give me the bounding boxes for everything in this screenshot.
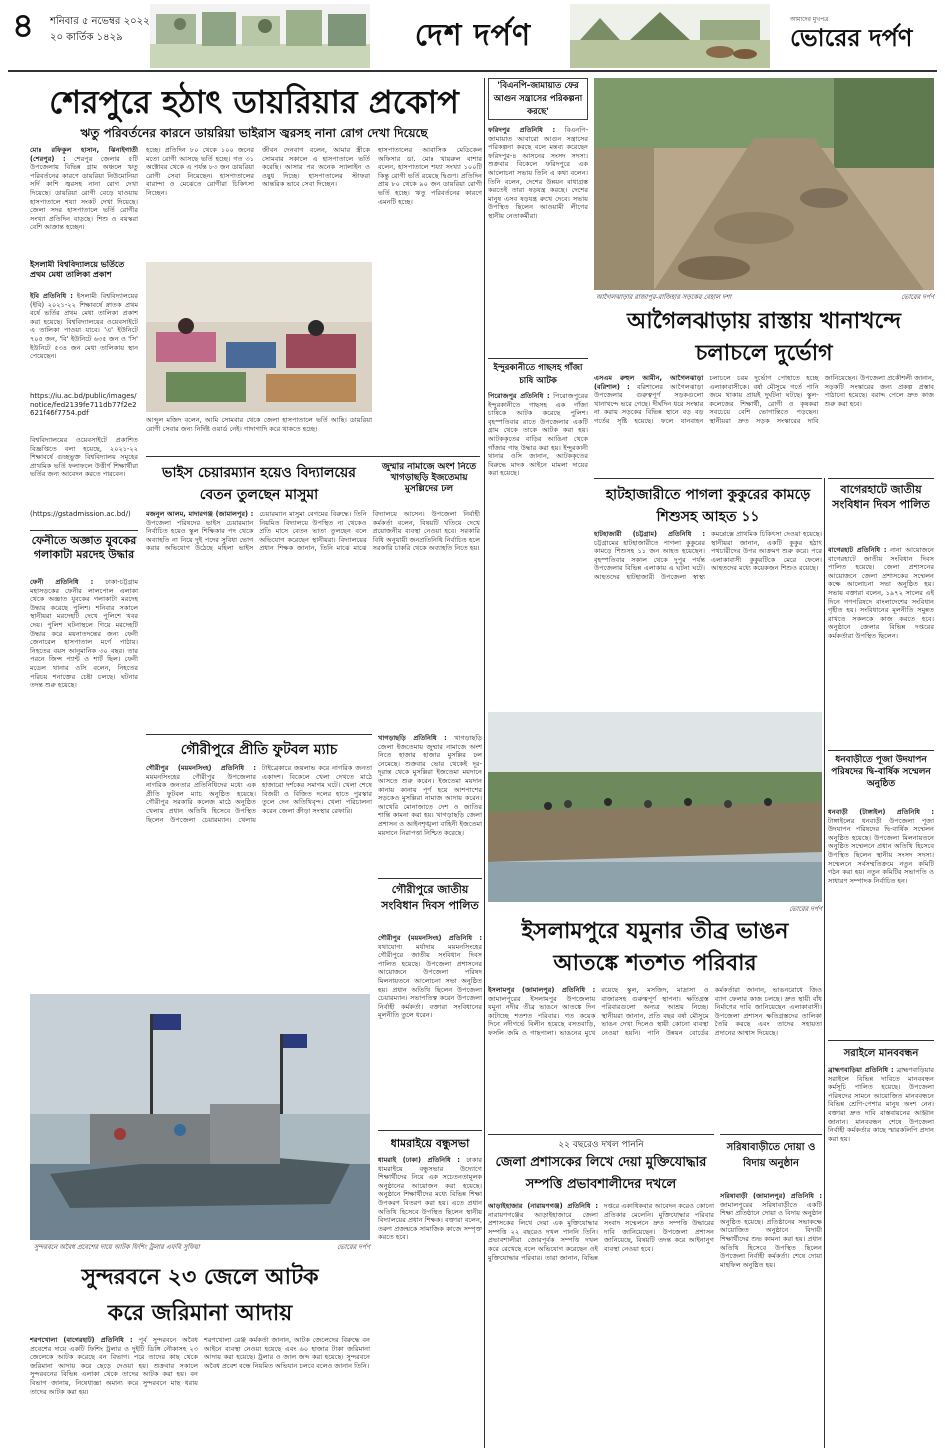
jumma-body-text: খাগড়াছড়ি জেলা ইজতেমায় জুম্মার নামাজে অংশ নিতে হাজার হাজার মুসল্লির ঢল নেমেছে। শুক্রবার ভোর থেকেই দূর-দূরান্ত থেকে মুসল্লিরা ইজতেমা ময়দানে আসতে শুরু করেন। ইজতেমা ময়দান কানায় কানায় পূর্ণ হয়ে আশপাশের সড়কেও মুসল্লিরা নামাজ আদায় করেন। আখেরি মোনাজাতে দেশ ও জাতির শান্তি কামনা করা হয়। খাগড়াছড়ি জেলা প্রশাসন ও আইনশৃঙ্খলা বাহিনী ইজতেমা ময়দানে নিরাপত্তা নিশ্চিত করেছে। bbox=[378, 734, 482, 837]
masthead-rule bbox=[8, 70, 937, 72]
freedom-headline: জেলা প্রশাসকের লিখে দেয়া মুক্তিযোদ্ধার সম্পত্তি প্রভাবশালীদের দখলে bbox=[495, 1155, 707, 1192]
dhamrai-headline: ধামরাইয়ে বন্ধুসভা bbox=[390, 1137, 470, 1150]
bagerhat-body bbox=[828, 546, 934, 746]
road-body-text: বরিশালের আগৈলঝাড়া উপজেলার গুরুত্বপূর্ণ সড়কগুলো খানাখন্দে ভরে গেছে। দীর্ঘদিন ধরে সংস্কার না করায় সড়কের বিভিন্ন স্থানে বড় বড় গর্তের সৃষ্টি হয়েছে। ফলে যানবাহন চলাচলে চরম দুর্ভোগ পোহাতে হচ্ছে এলাকাবাসীকে। বর্ষা মৌসুমে গর্তে পানি জমে থাকায় প্রায়ই দুর্ঘটনা ঘটছে। স্কুল-কলেজের শিক্ষার্থী, রোগী ও কৃষকরা সবচেয়ে বেশি ভোগান্তিতে পড়ছেন। স্থানীয়রা দ্রুত সড়ক সংস্কারের দাবি জানিয়েছেন। উপজেলা প্রকৌশলী জানান, সড়কটি সংস্কারের জন্য প্রকল্প প্রস্তাব পাঠানো হয়েছে। বরাদ্দ পেলে দ্রুত কাজ শুরু করা হবে। bbox=[594, 374, 934, 425]
football-byline: গৌরীপুর (ময়মনসিংহ) প্রতিনিধি : bbox=[146, 764, 256, 772]
lead-headline: শেরপুরে হঠাৎ ডায়রিয়ার প্রকোপ bbox=[49, 83, 459, 121]
road-photo-caption: আগৈলঝাড়ার রাজাপুর-রাজিহার সড়কের বেহাল দশা bbox=[596, 293, 732, 301]
divider-dhamrai bbox=[378, 1130, 482, 1131]
paper-logo-small: আমাদের মুখপত্র bbox=[790, 16, 829, 23]
sundarban-headline-2: করে জরিমানা আদায় bbox=[107, 1301, 293, 1326]
football-headline: গৌরীপুরে প্রীতি ফুটবল ম্যাচ bbox=[180, 742, 338, 758]
bnp-headline: 'বিএনপি-জামায়াত ফের আগুন সন্ত্রাসের পরিকল্পনা করছে' bbox=[493, 81, 583, 117]
freedom-body bbox=[488, 1202, 714, 1448]
jamuna-photo bbox=[488, 712, 822, 902]
dhamrai-body bbox=[378, 1156, 482, 1276]
sundarban-photo-credit: ভোরের দর্পণ bbox=[337, 1243, 370, 1251]
date-line-2: ২০ কার্তিক ১৪২৯ bbox=[50, 32, 123, 43]
masuma-byline: মজনুল আলম, মাদারগঞ্জ (জামালপুর) : bbox=[146, 510, 254, 518]
sundarban-photo-caption: সুন্দরবনে অবৈধ প্রবেশের দায়ে আটক ফিশিং ট্রলার এফবি সুফিয়া bbox=[34, 1243, 200, 1251]
iu-byline: ইবি প্রতিনিধি : bbox=[30, 292, 73, 300]
iu-headline: ইসলামী বিশ্ববিদ্যালয়ে ভর্তিতে প্রথম মেধা তালিকা প্রকাশ bbox=[30, 260, 125, 279]
iu-body-text: ইসলামী বিশ্ববিদ্যালয়ের (ইবি) ২০২১-২২ শিক্ষাবর্ষে স্নাতক প্রথম বর্ষে ভর্তির প্রথম মেধা তালিকা প্রকাশ করা হয়েছে। বিশ্ববিদ্যালয়ের ওয়েবসাইটে এ তালিকা পাওয়া যাবে। 'এ' ইউনিটে ৭০৫ জন, 'বি' ইউনিটে ৬৩৫ জন ও 'সি' ইউনিটে ৫৩৪ জন মেধা তালিকায় স্থান পেয়েছেন। bbox=[30, 292, 138, 361]
sarishabari-headline: সরিষাবাড়ীতে দোয়া ও বিদায় অনুষ্ঠান bbox=[726, 1142, 816, 1169]
gouripur-sangbidhan-byline: গৌরীপুর (ময়মনসিংহ) প্রতিনিধি : bbox=[378, 934, 482, 942]
divider-masuma bbox=[146, 456, 480, 457]
masuma-headline: ভাইস চেয়ারম্যান হয়েও বিদ্যালয়ের বেতন তুলছেন মাসুমা bbox=[162, 465, 356, 503]
dog-body bbox=[594, 530, 822, 706]
lead-body-4: হাসপাতালের আবাসিক মেডিকেল অফিসার ডা. মোঃ খায়রুল বাশার বলেন, হাসপাতালে শয্যা সংখ্যা ১০০টি কিন্তু রোগী ভর্তি রয়েছে দ্বিগুণ। প্রতিদিন প্রায় ৮০ থেকে ৯০ জন ডায়রিয়া রোগী ভর্তি হচ্ছে। ঋতু পরিবর্তনের কারণে এমনটি হচ্ছে। bbox=[378, 146, 482, 206]
lead-byline: মোঃ রফিকুল হাসান, ঝিনাইগাতী (শেরপুর) : bbox=[30, 146, 138, 163]
bnp-byline: ফরিদপুর প্রতিনিধি : bbox=[488, 126, 556, 134]
road-headline: আগৈলঝাড়ায় রাস্তায় খানাখন্দে চলাচলে দুর্ভোগ bbox=[626, 309, 902, 366]
ganja-byline: পিরোজপুর প্রতিনিধি : bbox=[488, 392, 550, 400]
road-photo-credit: ভোরের দর্পণ bbox=[901, 293, 934, 301]
masthead bbox=[0, 0, 945, 74]
ganja-body bbox=[488, 392, 588, 704]
ganja-body-text: পিরোজপুরের ইন্দুরকানীতে গাছসহ এক গাঁজা চাষিকে আটক করেছে পুলিশ। বৃহস্পতিবার রাতে উপজেলার একটি গ্রাম থেকে তাকে আটক করা হয়। আটককৃতের বাড়ির আঙিনা থেকে গাঁজার গাছ উদ্ধার করা হয়। ইন্দুরকানী থানার ওসি জানান, আটককৃতের বিরুদ্ধে মাদক আইনে মামলা দায়ের করা হয়েছে। bbox=[488, 392, 588, 478]
football-body bbox=[146, 764, 372, 950]
sarishabari-byline: সরিষাবাড়ী (জামালপুর) প্রতিনিধি : bbox=[720, 1192, 822, 1200]
dog-headline: হাটহাজারীতে পাগলা কুকুরের কামড়ে শিশুসহ আহত ১১ bbox=[605, 487, 811, 525]
sundarban-body bbox=[30, 1336, 198, 1448]
freedom-byline: আড়াইহাজার (নারায়ণগঞ্জ) প্রতিনিধি : bbox=[488, 1202, 598, 1210]
road-body bbox=[594, 374, 934, 474]
divider-feni bbox=[30, 530, 138, 531]
puja-byline: ধনবাড়ী (টাঙ্গাইল) প্রতিনিধি : bbox=[828, 808, 934, 816]
page-number: ৪ bbox=[12, 6, 35, 46]
lead-col-2 bbox=[146, 146, 254, 256]
jamuna-body bbox=[488, 986, 822, 1130]
feni-headline: ফেনীতে অজ্ঞাত যুবকের গলাকাটা মরদেহ উদ্ধার bbox=[31, 534, 137, 561]
road-byline: এসএম রুহুল আমীন, আগৈলঝাড়া (বরিশাল) : bbox=[594, 374, 704, 391]
sarishabari-body bbox=[720, 1192, 822, 1448]
sarishabari-body-text: জামালপুরের সরিষাবাড়ীতে একটি শিক্ষা প্রতিষ্ঠানে দোয়া ও বিদায় অনুষ্ঠান অনুষ্ঠিত হয়েছে। প্রতিষ্ঠানের সভাকক্ষে আয়োজিত অনুষ্ঠানে বিদায়ী শিক্ষার্থীদের শুভ কামনা করা হয়। প্রধান অতিথি হিসেবে উপস্থিত ছিলেন উপজেলা নির্বাহী কর্মকর্তা। শেষে দোয়া মাহফিল অনুষ্ঠিত হয়। bbox=[720, 1200, 822, 1269]
divider-football bbox=[146, 734, 372, 735]
football-body-text: ময়মনসিংহের গৌরীপুর উপজেলার নাগরিক জনতার প্রতিনিধিদের মধ্যে এক প্রীতি ফুটবল ম্যাচ অনুষ্ঠিত হয়েছে। গৌরীপুর সরকারি কলেজ মাঠে অনুষ্ঠিত খেলায় প্রধান অতিথি হিসেবে উপস্থিত ছিলেন উপজেলা চেয়ারম্যান। খেলায় টাইব্রেকারে জয়লাভ করে নাগরিক জনতা একাদশ। বিকেলে খেলা দেখতে মাঠে হাজারো দর্শকের সমাগম ঘটে। খেলা শেষে বিজয়ী ও বিজিত দলের হাতে পুরস্কার তুলে দেন অতিথিবৃন্দ। খেলা পরিচালনা করেন জেলা ক্রীড়া সংস্থার রেফারি। bbox=[146, 764, 372, 824]
sundarban-headline-1: সুন্দরবনে ২৩ জেলে আটক bbox=[81, 1265, 319, 1290]
gouripur-sangbidhan-headline: গৌরীপুরে জাতীয় সংবিধান দিবস পালিত bbox=[381, 883, 479, 912]
divider-freedom bbox=[488, 1134, 714, 1135]
column-rule-1 bbox=[484, 78, 485, 1448]
puja-headline: ধনবাড়ীতে পূজা উদযাপন পরিষদের দ্বি-বার্ষিক সম্মেলন অনুষ্ঠিত bbox=[831, 755, 931, 789]
dhamrai-byline: ধামরাই (ঢাকা) প্রতিনিধি : bbox=[378, 1156, 460, 1164]
feni-byline: ফেনী প্রতিনিধি : bbox=[30, 578, 94, 586]
divider-bagerhat bbox=[828, 478, 934, 479]
sarail-byline: ব্রাহ্মণবাড়িয়া প্রতিনিধি : bbox=[828, 1066, 894, 1074]
divider-ganja bbox=[488, 358, 588, 359]
bnp-body bbox=[488, 126, 588, 354]
gouripur-sangbidhan-body bbox=[378, 934, 482, 1094]
sundarban-body-text: পূর্ব সুন্দরবনে অবৈধ প্রবেশের দায়ে একটি ফিশিং ট্রলার ও দুইটি ডিঙ্গি নৌকাসহ ২৩ জেলেকে আটক করেছে বন বিভাগ। পরে তাদের কাছ থেকে জরিমানা আদায় করে ছেড়ে দেওয়া হয়। শুক্রবার সকালে সুন্দরবনের বিভিন্ন এলাকা থেকে তাদের আটক করা হয়। বন বিভাগ জানায়, নিষেধাজ্ঞা অমান্য করে সুন্দরবনে মাছ ধরায় তাদের আটক করা হয়। bbox=[30, 1336, 198, 1396]
jumma-body bbox=[378, 734, 482, 874]
lead-col-4 bbox=[378, 146, 482, 406]
ganja-headline: ইন্দুরকানীতে গাছসহ গাঁজা চাষি আটক bbox=[493, 363, 583, 386]
divider-dog bbox=[594, 478, 822, 479]
lead-body-1: শেরপুর জেলার ৫টি উপজেলায় বিভিন্ন গ্রাম অঞ্চলে ঋতু পরিবর্তনের কারণে ডায়রিয়া নিউমোনিয়া সর্দি কাশি জ্বরসহ নানা রোগ দেখা দিয়েছে। ডায়রিয়া রোগী বেড়ে যাওয়ায় হাসপাতালে শয্যা সংকট দেখা দিয়েছে। জেলা সদর হাসপাতালে ভর্তি রোগীর সংখ্যা প্রতিদিন বাড়ছে। শিশু ও বয়স্করা বেশি আক্রান্ত হচ্ছেন। bbox=[30, 154, 138, 232]
bagerhat-byline: বাগেরহাট প্রতিনিধি : bbox=[828, 546, 887, 554]
puja-body-text: টাঙ্গাইলের ধনবাড়ী উপজেলা পূজা উদযাপন পরিষদের দ্বি-বার্ষিক সম্মেলন অনুষ্ঠিত হয়েছে। উপজেলা মিলনায়তনে অনুষ্ঠিত সম্মেলনে প্রধান অতিথি হিসেবে উপস্থিত ছিলেন স্থানীয় সংসদ সদস্য। সম্মেলনে সর্বসম্মতিক্রমে নতুন কমিটি গঠন করা হয়। নতুন কমিটির সভাপতি ও সাধারণ সম্পাদক নির্বাচিত হন। bbox=[828, 816, 934, 885]
jamuna-headline-1: ইসলামপুরে যমুনার তীব্র ভাঙন bbox=[521, 919, 789, 944]
jamuna-photo-credit: ভোরের দর্পণ bbox=[789, 905, 822, 913]
iu-body-2-text: বিশ্ববিদ্যালয়ের ওয়েবসাইটে প্রকাশিত বিজ্ঞপ্তিতে বলা হয়েছে, ২০২১-২২ শিক্ষাবর্ষে গুচ্ছভুক্ত বিশ্ববিদ্যালয় সমূহের প্রাথমিক ভর্তি ফলাফলে উত্তীর্ণ শিক্ষার্থীরা ভর্তির জন্য আবেদন করতে পারবেন। bbox=[30, 436, 138, 479]
divider-sarail bbox=[828, 1040, 934, 1041]
feni-body bbox=[30, 578, 138, 814]
lead-col-3 bbox=[262, 146, 370, 256]
gouripur-sangbidhan-body-text: যথাযোগ্য মর্যাদায় ময়মনসিংহের গৌরীপুরে জাতীয় সংবিধান দিবস পালিত হয়েছে। উপজেলা প্রশাসনের আয়োজনে উপজেলা পরিষদ মিলনায়তনে আলোচনা সভা অনুষ্ঠিত হয়। প্রধান অতিথি ছিলেন উপজেলা চেয়ারম্যান। সভাপতিত্ব করেন উপজেলা নির্বাহী কর্মকর্তা। বক্তারা সংবিধানের মূলনীতি তুলে ধরেন। bbox=[378, 942, 482, 1020]
sarail-body bbox=[828, 1066, 934, 1450]
section-title bbox=[388, 10, 558, 62]
jamuna-headline-2: আতঙ্কে শতশত পরিবার bbox=[553, 951, 757, 976]
lead-body-2: হচ্ছে। প্রতিদিন ৮০ থেকে ১০০ জনের মতো রোগী আসছে ভর্তি হচ্ছে। গত ৩১ অক্টোবর থেকে এ পর্যন্ত ৮৩ জন ডায়রিয়া রোগী সেবা নিয়েছেন। হাসপাতালের বারান্দা ও মেঝেতে রোগীরা চিকিৎসা নিচ্ছেন। bbox=[146, 146, 254, 197]
lead-col-5 bbox=[146, 416, 372, 452]
sundarban-photo bbox=[30, 994, 370, 1240]
masthead-illustration-left bbox=[150, 4, 370, 68]
sarail-headline: সরাইলে মানববন্ধন bbox=[843, 1048, 919, 1059]
freedom-subhead: ২২ বছরেও দখল পাননি bbox=[558, 1140, 644, 1150]
lead-col-1 bbox=[30, 146, 138, 256]
bagerhat-headline: বাগেরহাটে জাতীয় সংবিধান দিবস পালিত bbox=[832, 483, 930, 511]
divider-sangbidhan bbox=[378, 878, 482, 879]
sundarban-body-2 bbox=[204, 1336, 370, 1448]
date-line-1: শনিবার ৫ নভেম্বর ২০২২ bbox=[50, 16, 150, 27]
divider-puja bbox=[828, 750, 934, 751]
masthead-illustration-right bbox=[570, 4, 770, 68]
feni-body-text: ঢাকা-চট্টগ্রাম মহাসড়কের ফেনীর লালপোল এলাকা থেকে অজ্ঞাত যুবকের গলাকাটা মরদেহ উদ্ধার করেছে পুলিশ। শনিবার সকালে স্থানীয়রা মরদেহটি দেখে পুলিশে খবর দেয়। পুলিশ ঘটনাস্থলে গিয়ে মরদেহটি উদ্ধার করে ময়নাতদন্তের জন্য ফেনী জেনারেল হাসপাতাল মর্গে পাঠায়। নিহতের বয়স আনুমানিক ৩০ বছর। তার পরনে জিন্স প্যান্ট ও শার্ট ছিল। ফেনী মডেল থানার ওসি বলেন, নিহতের পরিচয় শনাক্তের চেষ্টা চলছে। ঘটনার তদন্ত শুরু হয়েছে। bbox=[30, 578, 138, 690]
dhamrai-body-text: ঢাকার ধামরাইয়ে বন্ধুসভার উদ্যোগে শিক্ষার্থীদের নিয়ে এক সচেতনতামূলক অনুষ্ঠানের আয়োজন করা হয়েছে। অনুষ্ঠানে শিক্ষার্থীদের মধ্যে বিভিন্ন শিক্ষা উপকরণ বিতরণ করা হয়। এতে প্রধান অতিথি হিসেবে উপস্থিত ছিলেন স্থানীয় বিদ্যালয়ের প্রধান শিক্ষক। বক্তারা বলেন, তরুণ প্রজন্মকে সামাজিক কাজে সম্পৃক্ত করতে হবে। bbox=[378, 1156, 482, 1242]
road-photo bbox=[594, 78, 934, 290]
lead-subhead: ঋতু পরিবর্তনের কারনে ডায়রিয়া ভাইরাস জ্বরসহ নানা রোগ দেখা দিয়েছে bbox=[80, 126, 428, 140]
lead-body-3: জীবন দেনবাগ বলেন, আমার স্ত্রীকে সোমবার সকালে এ হাসপাতালে ভর্তি করেছি। আসার পর অনেক স্যালাইন ও ওষুধ দিচ্ছে। হাসপাতালের স্টাফরা আন্তরিক ভাবে সেবা দিচ্ছেন। bbox=[262, 146, 370, 189]
jamuna-body-text: জামালপুরের ইসলামপুর উপজেলায় যমুনা নদীর তীব্র ভাঙনে আতঙ্কে দিন কাটাচ্ছে শতশত পরিবার। গত কয়েক দিনে নদীগর্ভে বিলীন হয়েছে বসতবাড়ি, ফসলি জমি ও গাছপালা। ভাঙনের মুখে রয়েছে স্কুল, মসজিদ, মাদ্রাসা ও বাজারসহ গুরুত্বপূর্ণ স্থাপনা। ক্ষতিগ্রস্ত পরিবারগুলো অন্যত্র আশ্রয় নিচ্ছে। স্থানীয়রা জানান, প্রতি বছর বর্ষা মৌসুমে ভাঙন দেখা দিলেও স্থায়ী কোনো ব্যবস্থা নেওয়া হয়নি। পানি উন্নয়ন বোর্ডের কর্মকর্তারা জানান, ভাঙনরোধে জিও ব্যাগ ফেলার কাজ চলছে। দ্রুত স্থায়ী বাঁধ নির্মাণের দাবি জানিয়েছেন এলাকাবাসী। উপজেলা প্রশাসন ক্ষতিগ্রস্তদের তালিকা তৈরি করছে এবং তাদের সহায়তা প্রদানের আশ্বাস দিয়েছে। bbox=[488, 986, 822, 1037]
puja-body bbox=[828, 808, 934, 1038]
jumma-byline: খাগড়াছড়ি প্রতিনিধি : bbox=[378, 734, 447, 742]
sarail-body-text: ব্রাহ্মণবাড়িয়ার সরাইলে বিভিন্ন দাবিতে মানববন্ধন কর্মসূচি পালিত হয়েছে। উপজেলা পরিষদের সামনে আয়োজিত মানববন্ধনে বিভিন্ন শ্রেণি-পেশার মানুষ অংশ নেন। বক্তারা দ্রুত দাবি বাস্তবায়নের আহ্বান জানান। মানববন্ধন শেষে উপজেলা নির্বাহী কর্মকর্তার কাছে স্মারকলিপি প্রদান করা হয়। bbox=[828, 1066, 934, 1143]
jumma-headline: জুম্মার নামাজে অংশ নিতে খাগড়াছড়ি ইজতেমায় মুসল্লিদের ঢল bbox=[381, 462, 477, 494]
column-rule-2 bbox=[824, 478, 825, 1448]
lead-hospital-photo bbox=[146, 262, 372, 412]
lead-body-5: আব্দুল মজিদ বলেন, আমি সোমবার থেকে জেলা হাসপাতালে ভর্তি আছি। ডায়রিয়া রোগী সেবার জন্য নির্দিষ্ট ওয়ার্ড নেই। গাদাগাদি করে থাকতে হচ্ছে। bbox=[146, 416, 372, 433]
iu-body-2 bbox=[30, 436, 138, 510]
iu-link-2[interactable]: (https://gstadmission.ac.bd/) bbox=[30, 510, 131, 518]
iu-body bbox=[30, 292, 138, 390]
paper-logo: ভোরের দর্পণ bbox=[790, 24, 913, 52]
dog-body-text: চট্টগ্রামের হাটহাজারীতে পাগলা কুকুরের কামড়ে শিশুসহ ১১ জন আহত হয়েছেন। বৃহস্পতিবার সকাল থেকে দুপুর পর্যন্ত উপজেলার বিভিন্ন এলাকায় এ ঘটনা ঘটে। আহতদের হাটহাজারী উপজেলা স্বাস্থ্য কমপ্লেক্সে প্রাথমিক চিকিৎসা দেওয়া হয়েছে। স্থানীয়রা জানান, একটি কুকুর হঠাৎ পথচারীদের উপর আক্রমণ শুরু করে। পরে এলাকাবাসী কুকুরটিকে মেরে ফেলে। আহতদের মধ্যে কয়েকজন শিশুও রয়েছে। bbox=[594, 530, 822, 581]
section-title-text: দেশ দর্পণ bbox=[414, 18, 532, 53]
divider-sarishabari bbox=[720, 1134, 822, 1135]
freedom-body-text: নারায়ণগঞ্জের আড়াইহাজারে জেলা প্রশাসকের লিখে দেয়া এক মুক্তিযোদ্ধার সম্পত্তি ২২ বছরেও দখল পাননি তিনি। প্রভাবশালীরা জোরপূর্বক সম্পত্তি দখল করে রেখেছে বলে অভিযোগ করেছেন ওই মুক্তিযোদ্ধার পরিবার। তারা জানান, বিভিন্ন দপ্তরে একাধিকবার আবেদন করেও কোনো প্রতিকার মেলেনি। মুক্তিযোদ্ধার পরিবার সংবাদ সম্মেলনে দ্রুত সম্পত্তি উদ্ধারের দাবি জানিয়েছেন। উপজেলা প্রশাসন জানিয়েছে, বিষয়টি তদন্ত করে আইনানুগ ব্যবস্থা নেওয়া হবে। bbox=[488, 1202, 714, 1262]
sundarban-byline: শরণখোলা (বাগেরহাট) প্রতিনিধি : bbox=[30, 1336, 133, 1344]
jamuna-byline: ইসলামপুর (জামালপুর) প্রতিনিধি : bbox=[488, 986, 596, 994]
dog-byline: হাটহাজারী (চট্টগ্রাম) প্রতিনিধি : bbox=[594, 530, 705, 538]
sundarban-body-2-text: শরণখোলা রেঞ্জ কর্মকর্তা জানান, আটক জেলেদের বিরুদ্ধে বন আইনে ব্যবস্থা নেওয়া হয়েছে এবং ৬০ হাজার টাকা জরিমানা আদায় করা হয়েছে। ট্রলার ও জাল জব্দ করা হয়েছে। সুন্দরবনে অবৈধ প্রবেশ বন্ধে নিয়মিত অভিযান চলবে বলেও জানান তিনি। bbox=[204, 1336, 370, 1370]
iu-link[interactable]: https://iu.ac.bd/public/images/notice/fed2139fe711db77f2e2621f46f7754.pdf bbox=[30, 392, 137, 418]
bnp-body-text: বিএনপি-জামায়াত আবারো আগুন সন্ত্রাসের পরিকল্পনা করছে বলে মন্তব্য করেছেন ফরিদপুর-৪ আসনের সংসদ সদস্য। শুক্রবার বিকেলে ফরিদপুরে এক আলোচনা সভায় তিনি এ কথা বলেন। তিনি বলেন, দেশের উন্নয়ন বাধাগ্রস্ত করতেই তারা ষড়যন্ত্র করছে। দেশের মানুষ এসব ষড়যন্ত্র রুখে দেবে। সভায় উপস্থিত ছিলেন আওয়ামী লীগের স্থানীয় নেতাকর্মীরা। bbox=[488, 126, 588, 220]
bagerhat-body-text: নানা আয়োজনে বাগেরহাটে জাতীয় সংবিধান দিবস পালিত হয়েছে। জেলা প্রশাসনের আয়োজনে জেলা প্রশাসকের সম্মেলন কক্ষে আলোচনা সভা অনুষ্ঠিত হয়। সভায় বক্তারা বলেন, ১৯৭২ সালের এই দিনে গণপরিষদে বাংলাদেশের সংবিধান গৃহীত হয়। সংবিধানের মূলনীতি সমুন্নত রাখতে সকলকে কাজ করতে হবে। অনুষ্ঠানে জেলার বিভিন্ন দপ্তরের কর্মকর্তারা উপস্থিত ছিলেন। bbox=[828, 546, 934, 640]
masuma-body bbox=[146, 510, 480, 730]
masuma-body-text: উপজেলা পরিষদের ভাইস চেয়ারম্যান নির্বাচিত হয়েও স্কুল শিক্ষিকার পদ থেকে অব্যাহতি না নিয়ে দুই পদের সুবিধা ভোগ করার অভিযোগ উঠেছে মহিলা ভাইস চেয়ারম্যান মাসুমা বেগমের বিরুদ্ধে। তিনি নিয়মিত বিদ্যালয়ে উপস্থিত না থেকেও প্রতি মাসে বেতন ভাতা তুলছেন বলে অভিযোগ করেছেন স্থানীয়রা। বিদ্যালয়ের প্রধান শিক্ষক জানান, তিনি মাঝে মাঝে বিদ্যালয়ে আসেন। উপজেলা নির্বাহী কর্মকর্তা বলেন, বিষয়টি খতিয়ে দেখে প্রয়োজনীয় ব্যবস্থা নেওয়া হবে। সরকারি বিধি অনুযায়ী জনপ্রতিনিধি নির্বাচিত হলে সরকারি চাকরি থেকে অব্যাহতি নিতে হয়। bbox=[146, 510, 480, 553]
